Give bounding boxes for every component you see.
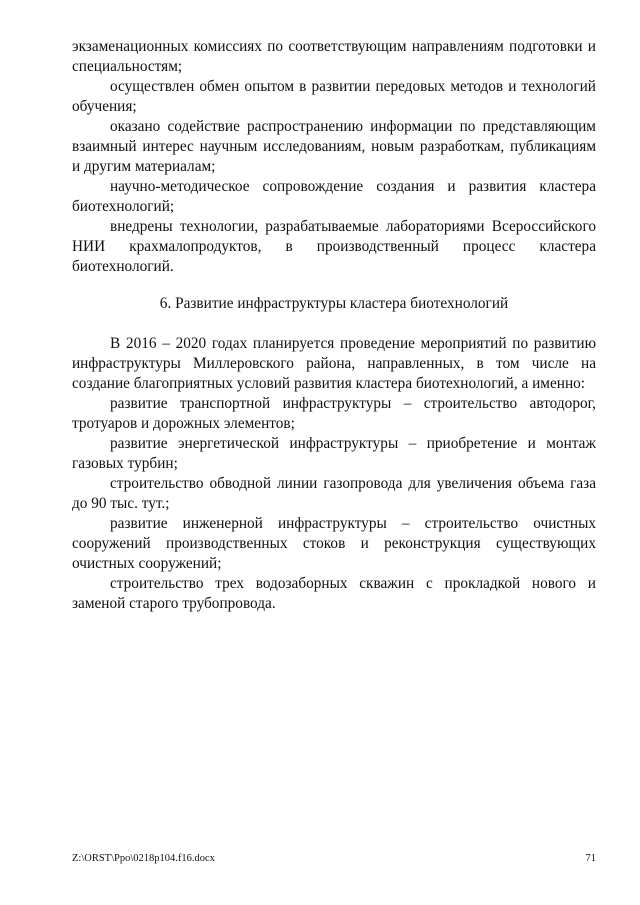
paragraph-intro: В 2016 – 2020 годах планируется проведение мероприятий по развитию инфраструктуры Миллеровского района, направленных, в том числе на создание благоприятных условий развития кластера биотехнологий, а именно: xyxy=(72,335,596,392)
paragraph-continuation: экзаменационных комиссиях по соответствующим направлениям подготовки и специальностям; xyxy=(72,38,596,75)
paragraph-item: научно-методическое сопровождение создания и развития кластера биотехнологий; xyxy=(72,178,596,215)
page-number: 71 xyxy=(585,853,596,864)
document-body xyxy=(72,37,596,614)
paragraph-item: оказано содействие распространению информации по представляющим взаимный интерес научным исследованиям, новым разработкам, публикациям и другим материалам; xyxy=(72,118,596,175)
paragraph-item: осуществлен обмен опытом в развитии передовых методов и технологий обучения; xyxy=(72,78,596,115)
paragraph-item: развитие инженерной инфраструктуры – строительство очистных сооружений производственных стоков и реконструкция существующих очистных сооружений; xyxy=(72,515,596,572)
footer-file-path: Z:\ORST\Ppo\0218p104.f16.docx xyxy=(72,853,215,864)
paragraph-item: внедрены технологии, разрабатываемые лабораториями Всероссийского НИИ крахмалопродуктов, в производственный процесс кластера биотехнологий. xyxy=(72,218,596,275)
paragraph-item: развитие энергетической инфраструктуры – приобретение и монтаж газовых турбин; xyxy=(72,435,596,472)
paragraph-item: строительство трех водозаборных скважин с прокладкой нового и заменой старого трубопровода. xyxy=(72,575,596,612)
paragraph-item: строительство обводной линии газопровода для увеличения объема газа до 90 тыс. тут.; xyxy=(72,475,596,512)
section-heading: 6. Развитие инфраструктуры кластера биотехнологий xyxy=(159,295,509,312)
paragraph-item: развитие транспортной инфраструктуры – строительство автодорог, тротуаров и дорожных элементов; xyxy=(72,395,596,432)
